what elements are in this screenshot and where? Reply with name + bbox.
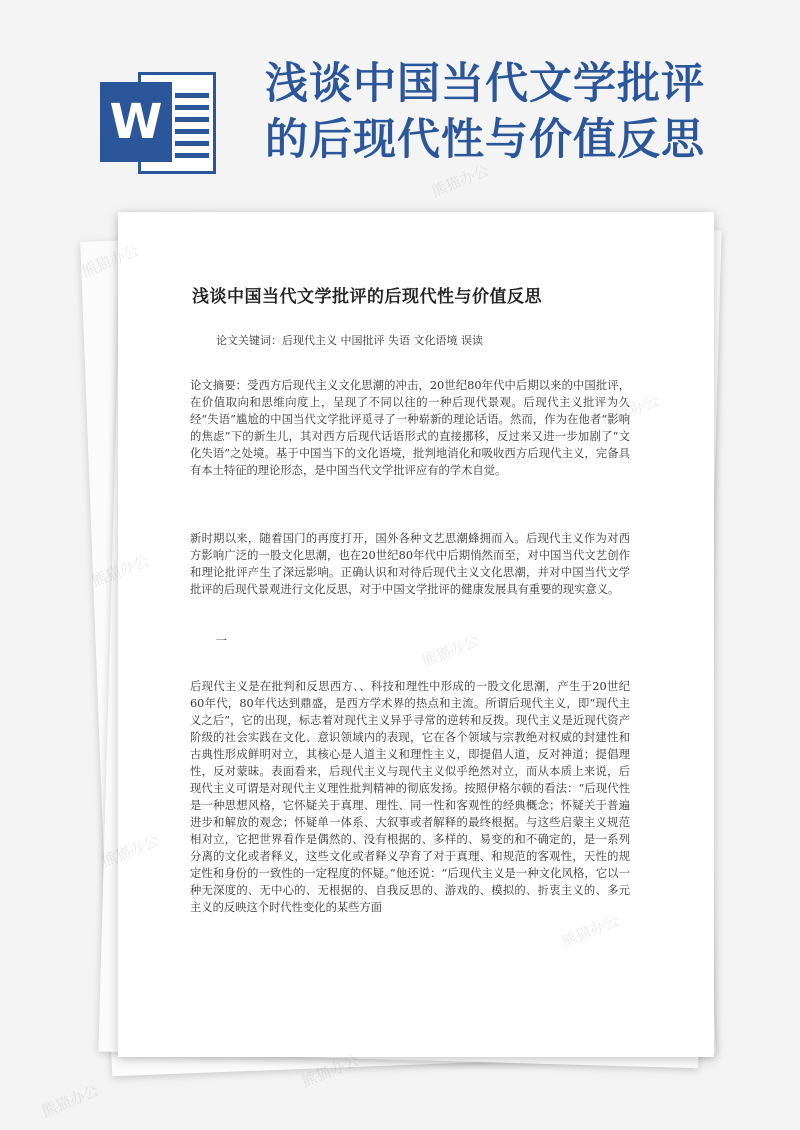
section-number: 一: [216, 634, 227, 647]
document-intro: 新时期以来，随着国门的再度打开，国外各种文艺思潮蜂拥而入。后现代主义作为对西方影响广泛的一股文化思潮，也在20世纪80年代中后期悄然而至，对中国当代文艺创作和理论批评产生了深远影响。正确认识和对待后现代主义文化思潮，并对中国当代文学批评的后现代景观进行文化反思，对于中国文学批评的健康发展具有重要的现实意义。: [190, 532, 630, 596]
banner-title: [265, 56, 735, 168]
word-document-icon: [100, 72, 218, 174]
document-abstract: 论文摘要：受西方后现代主义文化思潮的冲击，20世纪80年代中后期以来的中国批评，在价值取向和思维向度上，呈现了不同以往的一种后现代景观。后现代主义批评为久经“失语”尴尬的中国当代文学批评觅寻了一种崭新的理论话语。然而，作为在他者“影响的焦虑”下的新生儿，其对西方后现代话语形式的直接挪移，反过来又进一步加剧了“文化失语”之处境。基于中国当下的文化语境，批判地消化和吸收西方后现代主义，完备具有本土特征的理论形态，是中国当代文学批评应有的学术自觉。: [190, 379, 630, 477]
document-keywords: 论文关键词：后现代主义 中国批评 失语 文化语境 误读: [216, 334, 483, 347]
document-title: 浅谈中国当代文学批评的后现代性与价值反思: [192, 287, 542, 307]
banner-title-line2: 的后现代性与价值反思: [265, 115, 705, 165]
word-badge: W: [100, 82, 172, 162]
header-banner: [0, 0, 800, 210]
watermark: 熊猫办公: [39, 1081, 102, 1121]
document-page: [118, 212, 714, 1057]
document-body: 后现代主义是在批判和反思西方、、科技和理性中形成的一股文化思潮，产生于20世纪60年代，80年代达到鼎盛，是西方学术界的热点和主流。所谓后现代主义，即“现代主义之后”，它的出现，标志着对现代主义异乎寻常的逆转和反拨。现代主义是近现代资产阶级的社会实践在文化、意识领域内的表现，它在各个领域与宗教绝对权威的封建性和古典性形成鲜明对立，其核心是人道主义和理性主义，即提倡人道，反对神道；提倡理性，反对蒙昧。表面看来，后现代主义与现代主义似乎绝然对立，而从本质上来说，后现代主义可谓是对现代主义理性批判精神的彻底发扬。按照伊格尔顿的看法：“后现代性是一种思想风格，它怀疑关于真理、理性、同一性和客观性的经典概念；怀疑关于普遍进步和解放的观念；怀疑单一体系、大叙事或者解释的最终根据。与这些启蒙主义规范相对立，它把世界看作是偶然的、没有根据的、多样的、易变的和不确定的，是一系列分离的文化或者释义，这些文化或者释义孕育了对于真理、和规范的客观性，天性的规定性和身份的一致性的一定程度的怀疑。”他还说：“后现代主义是一种文化风格，它以一种无深度的、无中心的、无根据的、自我反思的、游戏的、模拟的、折衷主义的、多元主义的反映这个时代性变化的某些方面: [190, 680, 630, 914]
banner-title-line1: 浅谈中国当代文学批评: [265, 59, 705, 109]
watermark: 熊猫办公: [299, 1051, 362, 1091]
